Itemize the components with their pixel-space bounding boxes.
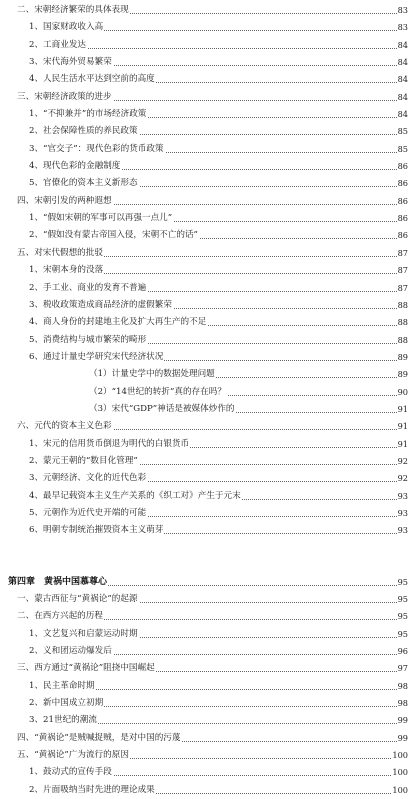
toc-entry-title: 1、“不抑兼并”的市场经济政策	[29, 106, 147, 123]
toc-entry[interactable]	[0, 712, 412, 729]
toc-page-number: 86	[398, 227, 408, 244]
toc-entry-title: 2、工商业发达	[29, 37, 87, 54]
toc-page-number: 93	[398, 488, 408, 505]
toc-page-number: 100	[392, 747, 408, 764]
toc-entry[interactable]	[0, 401, 412, 418]
toc-entry-title: 2、义和团运动爆发后	[29, 643, 113, 660]
toc-entry-title: 3、宋代海外贸易繁荣	[29, 54, 113, 71]
toc-entry[interactable]	[0, 730, 412, 747]
toc-entry-title: 四、宋朝引发的两种遐想	[17, 193, 113, 210]
toc-entry-title: 2、“假如没有蒙古帝国入侵，宋朝不亡的话”	[29, 227, 199, 244]
toc-entry[interactable]	[0, 227, 412, 244]
toc-page-number: 95	[398, 591, 408, 608]
toc-page-number: 91	[398, 436, 408, 453]
toc-entry-title: 5、消费结构与城市繁荣的畸形	[29, 332, 147, 349]
toc-page-number: 91	[398, 418, 408, 435]
toc-entry-title: 6、通过计量史学研究宋代经济状况	[29, 349, 164, 366]
toc-entry-title: 1、宋元的信用货币倒退为明代的白银货币	[29, 436, 190, 453]
toc-page-number: 95	[398, 574, 408, 591]
toc-entry[interactable]	[0, 141, 412, 158]
toc-page-number: 87	[398, 262, 408, 279]
toc-entry[interactable]	[0, 280, 412, 297]
toc-page-number: 86	[398, 210, 408, 227]
toc-entry[interactable]	[0, 37, 412, 54]
toc-page-number: 92	[398, 470, 408, 487]
toc-entry-title: 1、国家财政收入高	[29, 19, 104, 36]
toc-entry-title: 第四章 黄祸中国慕尊心	[8, 574, 108, 591]
toc-page-number: 95	[398, 608, 408, 625]
toc-entry[interactable]	[0, 418, 412, 435]
toc-page-number: 84	[398, 71, 408, 88]
toc-entry-title: 1、民主革命时期	[29, 678, 96, 695]
toc-entry-title: 3、元朝经济、文化的近代色彩	[29, 470, 147, 487]
toc-entry[interactable]	[0, 158, 412, 175]
toc-page-number: 86	[398, 158, 408, 175]
toc-entry-title: 1、宋朝本身的没落	[29, 262, 104, 279]
toc-entry-title: 二、在西方兴起的历程	[17, 608, 104, 625]
toc-entry[interactable]	[0, 366, 412, 383]
toc-entry-title: 一、蒙古西征与“黄祸论”的起源	[17, 591, 139, 608]
toc-entry-title: 3、21世纪的潮流	[29, 712, 98, 729]
toc-entry-title: 3、“官交子”：现代色彩的货币政策	[29, 141, 165, 158]
toc-entry-title: 5、官僚化的资本主义新形态	[29, 175, 139, 192]
toc-entry-title: 1、“假如宋朝的军事可以再强一点儿”	[29, 210, 173, 227]
toc-page-number: 95	[398, 626, 408, 643]
toc-entry[interactable]	[0, 678, 412, 695]
toc-entry[interactable]	[0, 89, 412, 106]
toc-entry-title: 五、对宋代假想的批驳	[17, 245, 104, 262]
toc-page-number: 88	[398, 314, 408, 331]
toc-page-number: 93	[398, 505, 408, 522]
toc-block-chapter-3	[0, 2, 412, 540]
table-of-contents	[0, 2, 412, 799]
toc-entry[interactable]	[0, 505, 412, 522]
toc-entry[interactable]	[0, 488, 412, 505]
toc-entry-title: （2）“14世纪的转折”真的存在吗？	[89, 384, 227, 401]
toc-entry[interactable]	[0, 782, 412, 799]
toc-entry[interactable]	[0, 522, 412, 539]
toc-entry[interactable]	[0, 106, 412, 123]
toc-entry[interactable]	[0, 54, 412, 71]
toc-page-number: 98	[398, 695, 408, 712]
toc-entry-title: 三、宋朝经济政策的进步	[17, 89, 113, 106]
toc-page-number: 98	[398, 678, 408, 695]
toc-entry[interactable]	[0, 695, 412, 712]
chapter-gap	[0, 540, 412, 574]
toc-entry[interactable]	[0, 660, 412, 677]
toc-page-number: 84	[398, 54, 408, 71]
toc-entry[interactable]	[0, 591, 412, 608]
toc-entry[interactable]	[0, 384, 412, 401]
dot-leader	[40, 48, 399, 49]
toc-entry-title: 五、“黄祸论”广为流行的原因	[17, 747, 130, 764]
toc-page-number: 83	[398, 2, 408, 19]
toc-entry-title: 2、片面吸纳当时先进的理论成果	[29, 782, 156, 799]
toc-entry[interactable]	[0, 608, 412, 625]
toc-page-number: 86	[398, 193, 408, 210]
toc-entry-title: 2、新中国成立初期	[29, 695, 104, 712]
toc-entry-title: 4、最早记载资本主义生产关系的《织工对》产生于元末	[29, 488, 242, 505]
toc-entry[interactable]	[0, 332, 412, 349]
toc-entry[interactable]	[0, 175, 412, 192]
toc-page-number: 93	[398, 522, 408, 539]
toc-entry[interactable]	[0, 349, 412, 366]
toc-entry-title: 2、社会保障性质的养民政策	[29, 123, 139, 140]
toc-entry-title: 三、西方通过“黄祸论”阻挠中国崛起	[17, 660, 156, 677]
toc-page-number: 84	[398, 37, 408, 54]
toc-entry-title: 5、元朝作为近代史开端的可能	[29, 505, 147, 522]
toc-page-number: 84	[398, 106, 408, 123]
toc-chapter-heading[interactable]	[0, 574, 412, 591]
toc-entry-title: （3）宋代“GDP”神话是被媒体炒作的	[89, 401, 236, 418]
toc-entry[interactable]	[0, 453, 412, 470]
toc-entry-title: 4、现代色彩的金融制度	[29, 158, 121, 175]
toc-page-number: 90	[398, 384, 408, 401]
toc-entry-title: 4、商人身份的封建地主化及扩大再生产的不足	[29, 314, 207, 331]
toc-page-number: 99	[398, 712, 408, 729]
toc-entry-title: 六、元代的资本主义色彩	[17, 418, 113, 435]
toc-entry[interactable]	[0, 19, 412, 36]
toc-page-number: 83	[398, 19, 408, 36]
toc-entry-title: 6、明朝专制统治摧毁资本主义萌芽	[29, 522, 164, 539]
toc-page-number: 86	[398, 175, 408, 192]
toc-entry[interactable]	[0, 470, 412, 487]
toc-entry-title: 1、文艺复兴和启蒙运动时期	[29, 626, 139, 643]
toc-block-chapter-4	[0, 574, 412, 799]
toc-entry[interactable]	[0, 2, 412, 19]
toc-page-number: 89	[398, 366, 408, 383]
toc-entry-title: 1、鼓动式的宣传手段	[29, 764, 113, 781]
toc-page-number: 100	[392, 764, 408, 781]
toc-entry-title: 四、“黄祸论”是贼喊捉贼，是对中国的污蔑	[17, 730, 181, 747]
toc-page-number: 88	[398, 332, 408, 349]
toc-page-number: 85	[398, 141, 408, 158]
toc-entry[interactable]	[0, 193, 412, 210]
toc-entry[interactable]	[0, 210, 412, 227]
toc-page-number: 84	[398, 89, 408, 106]
toc-page-number: 85	[398, 123, 408, 140]
toc-entry[interactable]	[0, 747, 412, 764]
toc-page-number: 92	[398, 453, 408, 470]
toc-page-number: 96	[398, 643, 408, 660]
toc-page-number: 97	[398, 660, 408, 677]
toc-entry-title: 3、税收政策造成商品经济的虚假繁荣	[29, 297, 173, 314]
toc-entry-title: （1）计量史学中的数据处理问题	[89, 366, 216, 383]
toc-entry[interactable]	[0, 764, 412, 781]
toc-entry[interactable]	[0, 297, 412, 314]
toc-entry[interactable]	[0, 626, 412, 643]
toc-page-number: 87	[398, 245, 408, 262]
toc-entry-title: 二、宋朝经济繁荣的具体表现	[17, 2, 130, 19]
toc-page-number: 91	[398, 401, 408, 418]
toc-page-number: 89	[398, 349, 408, 366]
toc-entry-title: 4、人民生活水平达到空前的高度	[29, 71, 156, 88]
toc-entry-title: 2、蒙元王朝的“数目化管理”	[29, 453, 139, 470]
toc-entry[interactable]	[0, 262, 412, 279]
toc-page-number: 100	[392, 782, 408, 799]
toc-entry[interactable]	[0, 245, 412, 262]
toc-page-number: 99	[398, 730, 408, 747]
toc-entry[interactable]	[0, 71, 412, 88]
toc-page-number: 87	[398, 280, 408, 297]
toc-page-number: 88	[398, 297, 408, 314]
toc-entry[interactable]	[0, 314, 412, 331]
toc-entry-title: 2、手工业、商业的发育不普遍	[29, 280, 147, 297]
toc-entry[interactable]	[0, 436, 412, 453]
toc-entry[interactable]	[0, 643, 412, 660]
toc-entry[interactable]	[0, 123, 412, 140]
